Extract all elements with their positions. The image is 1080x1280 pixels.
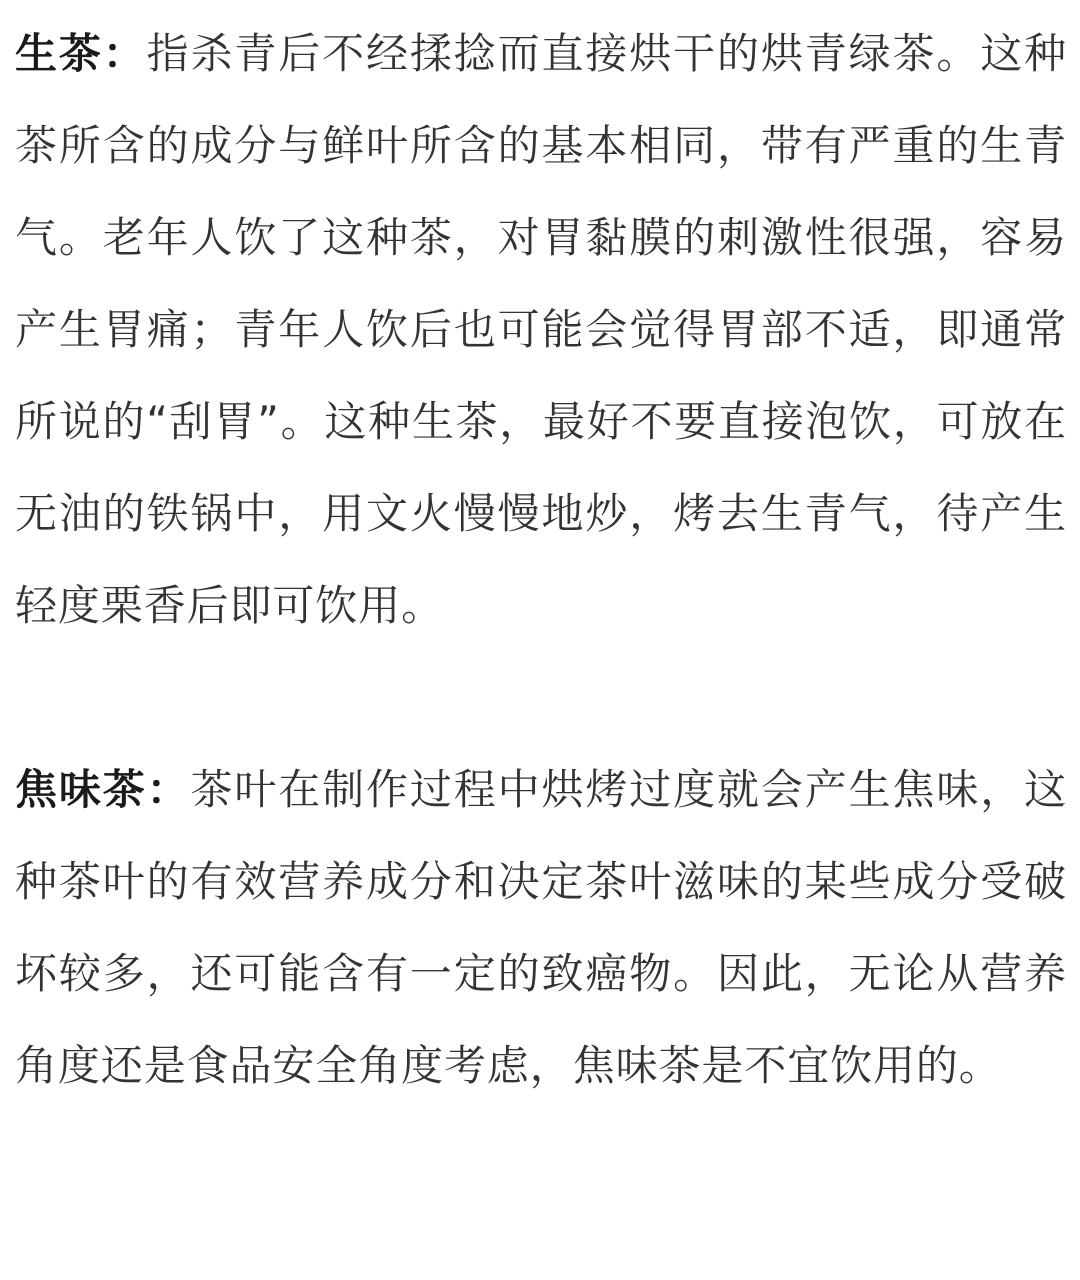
term-burnt-tea: 焦味茶： — [15, 765, 191, 814]
paragraph-burnt-tea — [15, 744, 1067, 1112]
term-raw-tea: 生茶： — [15, 29, 147, 78]
paragraph-raw-tea — [15, 0, 1067, 652]
article-body — [15, 0, 1067, 1112]
paragraph-burnt-tea-text: 茶叶在制作过程中烘烤过度就会产生焦味，这种茶叶的有效营养成分和决定茶叶滋味的某些成分受破坏较多，还可能含有一定的致癌物。因此，无论从营养角度还是食品安全角度考虑，焦味茶是不宜饮用的。 — [15, 765, 1067, 1090]
paragraph-raw-tea-text: 指杀青后不经揉捻而直接烘干的烘青绿茶。这种茶所含的成分与鲜叶所含的基本相同，带有严重的生青气。老年人饮了这种茶，对胃黏膜的刺激性很强，容易产生胃痛；青年人饮后也可能会觉得胃部不适，即通常所说的“刮胃”。这种生茶，最好不要直接泡饮，可放在无油的铁锅中，用文火慢慢地炒，烤去生青气，待产生轻度栗香后即可饮用。 — [15, 29, 1067, 630]
